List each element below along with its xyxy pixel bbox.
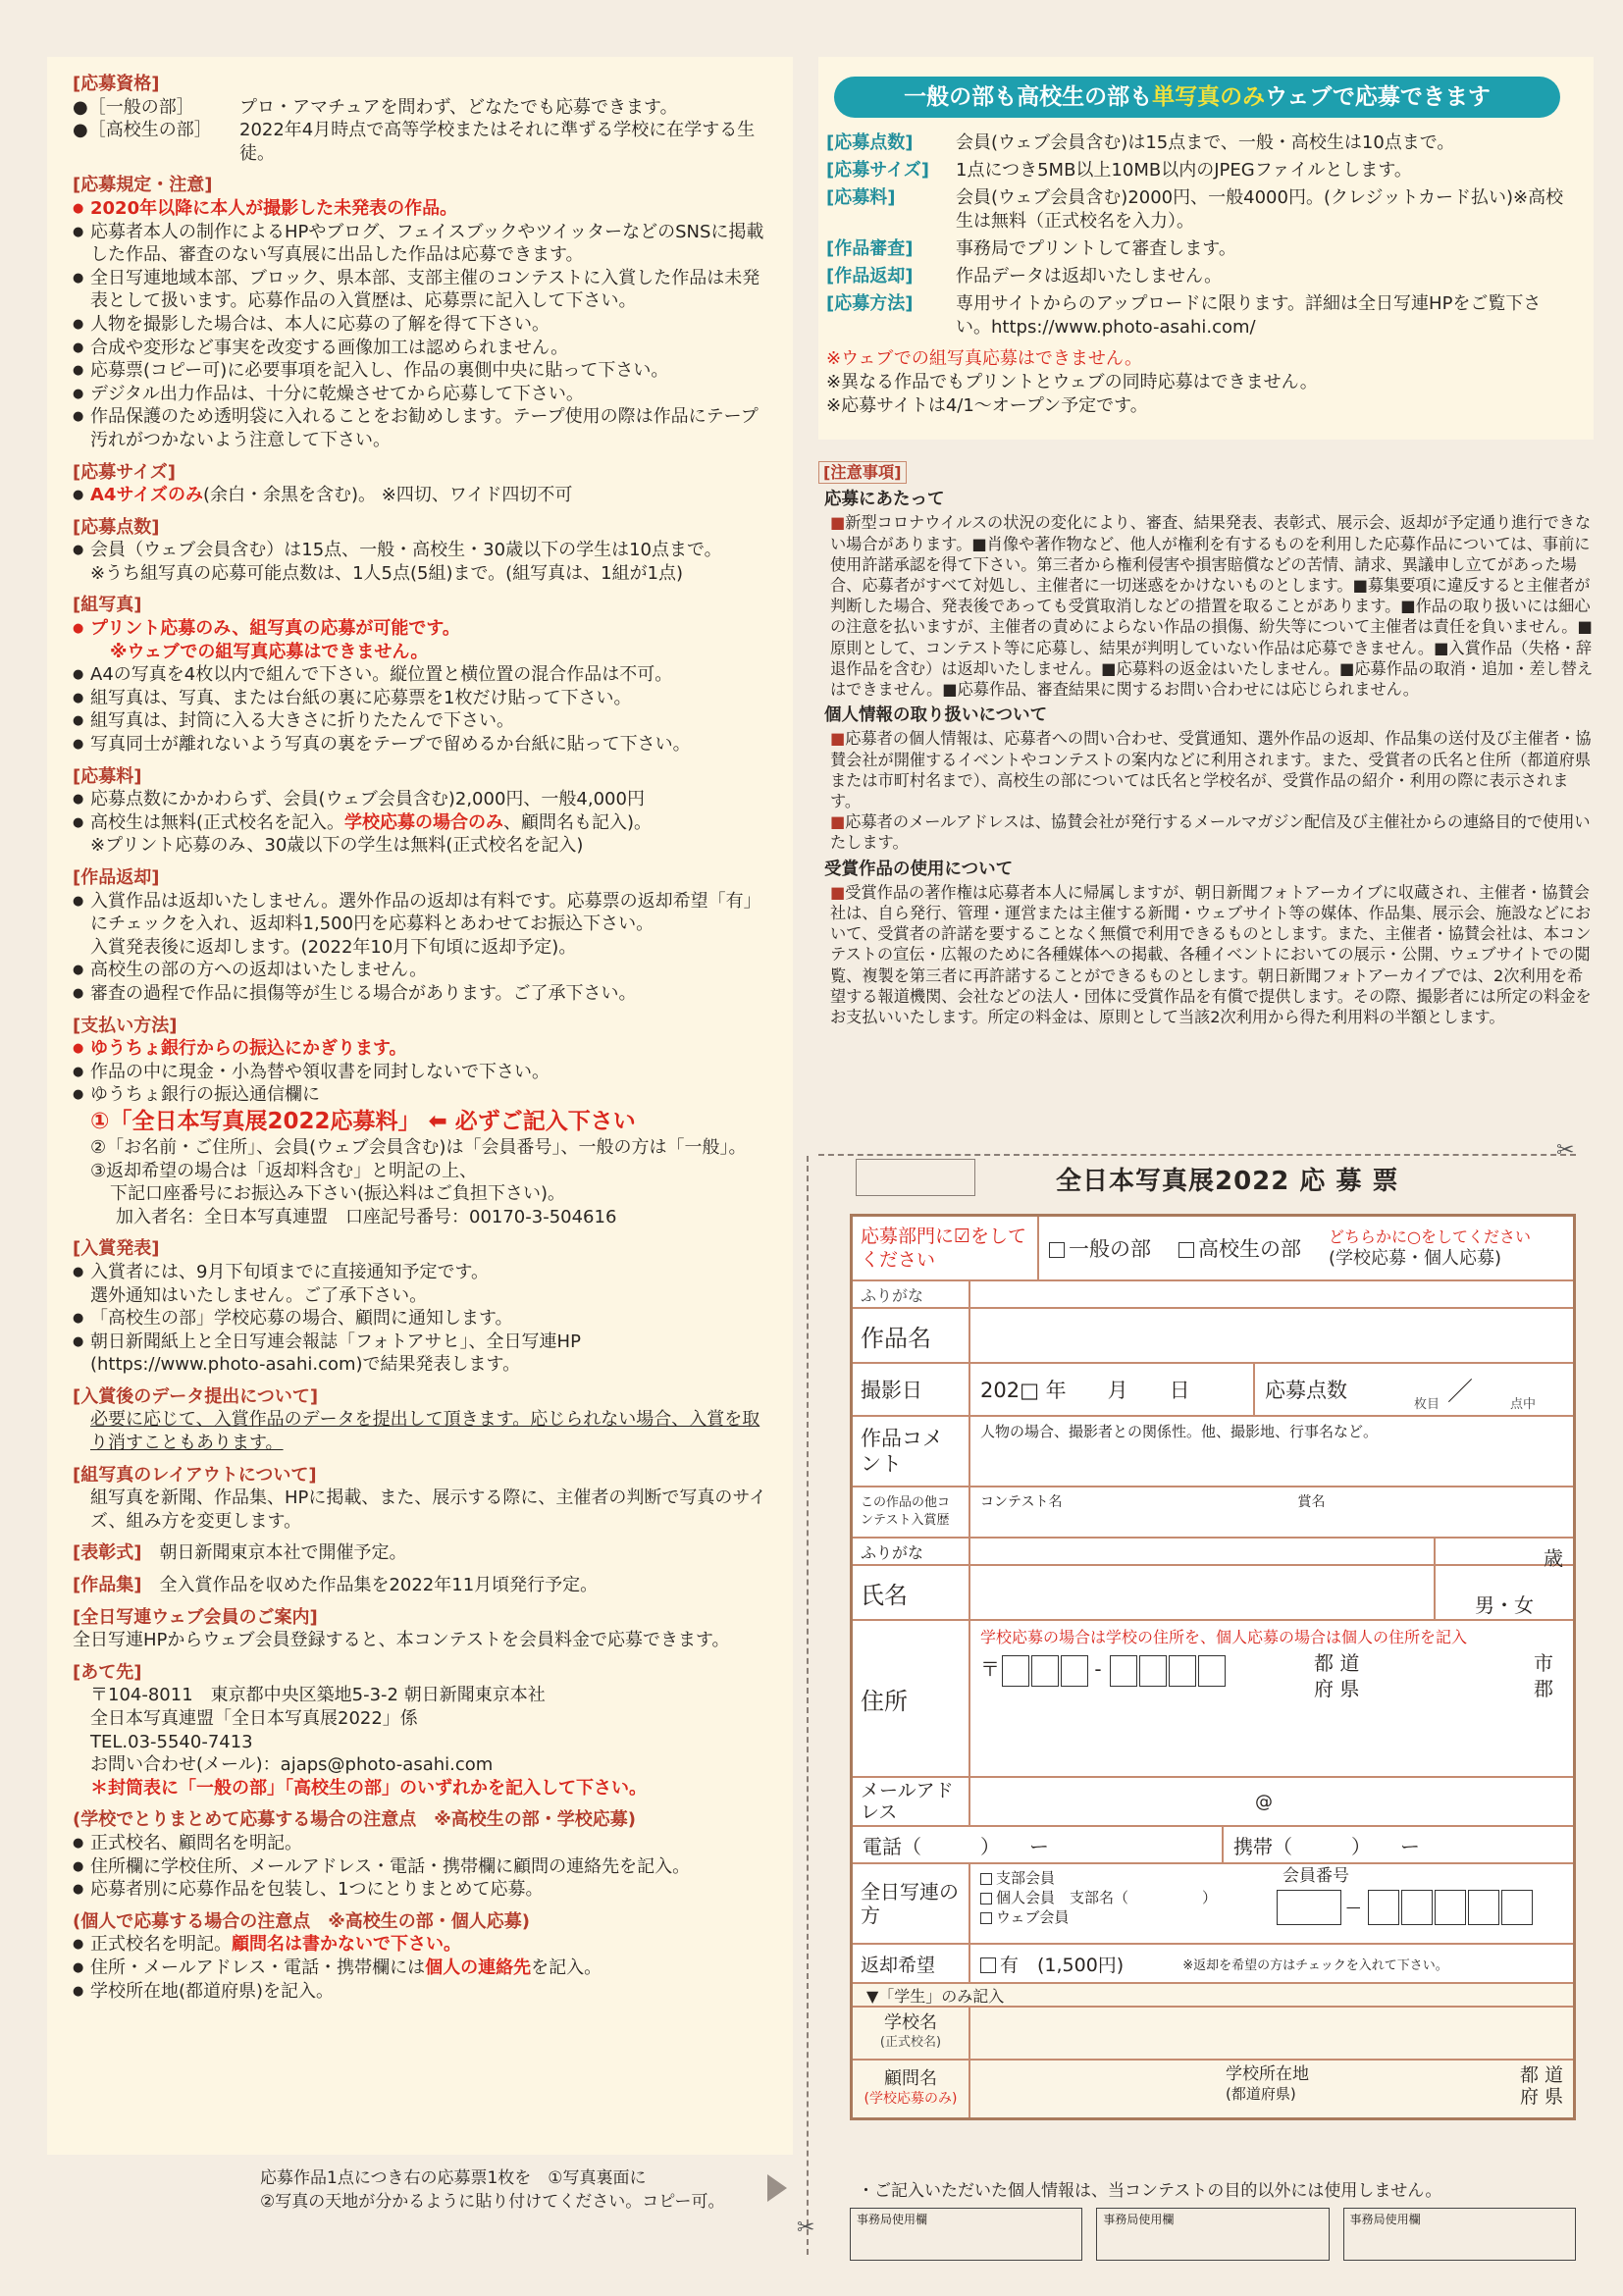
web-row: [応募料] 会員(ウェブ会員含む)2000円、一般4000円。(クレジットカード払い)※高校生は無料（正式校名を入力）。 (826, 187, 1564, 232)
data-heading: [入賞後のデータ提出について] (73, 1385, 319, 1407)
web-row: [応募方法] 専用サイトからのアップロードに限ります。詳細は全日写連HPをご覧下さい。https://www.photo-asahi.com/ (826, 293, 1542, 338)
account-info: 加入者名：全日本写真連盟 口座記号番号：00170-3-504616 (116, 1206, 617, 1227)
division-note: どちらかに○をしてください (学校応募・個人応募) (1329, 1227, 1531, 1269)
return-note: ※返却を希望の方はチェックを入れて下さい。 (1182, 1957, 1448, 1973)
rule-item: ● 2020年以降に本人が撮影した未発表の作品。 (73, 197, 769, 221)
division-label: 応募部門に☑をしてください (853, 1217, 1039, 1279)
web-note: ※異なる作品でもプリントとウェブの同時応募はできません。 (826, 372, 1318, 392)
name-row (853, 1566, 1573, 1621)
attach-instruction: 応募作品1点につき右の応募票1枚を ①写真裏面に ②写真の天地が分かるように貼り付けてください。コピー可。 (260, 2168, 725, 2212)
pay-item: ③返却希望の場合は「返却料含む」と明記の上、 (90, 1160, 478, 1181)
notice-subheading: 個人情報の取り扱いについて (824, 705, 1048, 726)
address-line: TEL.03-5540-7413 (90, 1731, 253, 1752)
address-line: 全日本写真連盟「全日本写真展2022」係 (90, 1708, 418, 1729)
web-note: ※ウェブでの組写真応募はできません。 (826, 348, 1142, 369)
email-row (853, 1778, 1573, 1827)
address-row (853, 1621, 1573, 1778)
school-location-field[interactable]: 学校所在地 (都道府県) 都 道 府 県 (1226, 2064, 1563, 2108)
guidelines-panel (47, 57, 793, 2155)
date-row (853, 1364, 1573, 1417)
contest-row (853, 1487, 1573, 1539)
web-row: [作品審査] 事務局でプリントして審査します。 (826, 238, 1236, 259)
rule-item: ● 全日写連地域本部、ブロック、県本部、支部主催のコンテストに入賞した作品は未発表として扱います。応募作品の入賞歴は、応募票に記入して下さい。 (73, 267, 769, 313)
form-title: 全日本写真展2022 応 募 票 (1056, 1167, 1399, 1196)
email-field[interactable]: @ (1255, 1792, 1273, 1812)
fee-item: ● 応募点数にかかわらず、会員(ウェブ会員含む)2,000円、一般4,000円 (73, 788, 769, 811)
receipt-number-box[interactable] (856, 1159, 975, 1196)
return-item: ● 高校生の部の方への返却はいたしません。 (73, 959, 769, 982)
phone-row (853, 1827, 1573, 1864)
advisor-field[interactable] (970, 2061, 1216, 2117)
office-use-boxes (850, 2208, 1576, 2261)
kumi-red: ● プリント応募のみ、組写真の応募が可能です。 (73, 617, 769, 641)
address-line: 〒104-8011 東京都中央区築地5-3-2 朝日新聞東京本社 (90, 1685, 546, 1706)
scissors-icon: ✂ (1556, 1138, 1575, 1163)
school-row (853, 2008, 1573, 2061)
pay-heading: [支払い方法] (73, 1015, 178, 1036)
school-heading: (学校でとりまとめて応募する場合の注意点 ※高校生の部・学校応募) (73, 1809, 636, 1831)
individual-item: ● 学校所在地(都道府県)を記入。 (73, 1980, 769, 2004)
web-row: [作品返却] 作品データは返却いたしません。 (826, 266, 1223, 287)
email-label: メールアドレス (853, 1778, 970, 1825)
kumi-item: ● A4の写真を4枚以内で組んで下さい。縦位置と横位置の混合作品は不可。 (73, 663, 769, 687)
count-heading: [応募点数] (73, 516, 160, 538)
fee-heading: [応募料] (73, 765, 142, 787)
division-high-option[interactable]: 高校生の部 (1178, 1233, 1301, 1263)
book: [作品集] 全入賞作品を収めた作品集を2022年11月頃発行予定。 (73, 1575, 599, 1596)
comment-row (853, 1417, 1573, 1487)
individual-item: ● 正式校名を明記。顧問名は書かないで下さい。 (73, 1933, 769, 1957)
notice-subheading: 応募にあたって (824, 490, 945, 510)
contest-label: この作品の他コンテスト入賞歴 (853, 1487, 970, 1537)
fee-note: ※プリント応募のみ、30歳以下の学生は無料(正式校名を記入) (90, 835, 584, 857)
pay-item: ● ゆうちょ銀行の振込通信欄に (73, 1083, 769, 1107)
office-use-box: 事務局使用欄 (1343, 2208, 1576, 2261)
ceremony: [表彰式] 朝日新聞東京本社で開催予定。 (73, 1542, 407, 1564)
kumi-heading: [組写真] (73, 595, 142, 616)
title-field[interactable] (970, 1309, 1573, 1362)
web-row: [応募サイズ] 1点につき5MB以上10MB以内のJPEGファイルとします。 (826, 160, 1412, 181)
school-item: ● 応募者別に応募作品を包装し、1つにとりまとめて応募。 (73, 1878, 769, 1902)
rule-item: ● 作品保護のため透明袋に入れることをお勧めします。テープ使用の際は作品にテープ汚れがつかないよう注意して下さい。 (73, 405, 769, 451)
kumi-item: ● 組写真は、封筒に入る大きさに折りたたんで下さい。 (73, 709, 769, 733)
school-item: ● 正式校名、顧問名を明記。 (73, 1832, 769, 1855)
address-field[interactable]: 学校応募の場合は学校の住所を、個人応募の場合は個人の住所を記入 〒 - 都 道 府 県 市 郡 (980, 1628, 1553, 1700)
title-furigana-row: ふりがな (853, 1281, 1573, 1309)
award-heading: [入賞発表] (73, 1238, 160, 1260)
contest-field[interactable]: コンテスト名 賞名 (980, 1494, 1326, 1510)
title-furigana-field[interactable] (970, 1281, 1573, 1307)
web-banner: 一般の部も高校生の部も単写真のみウェブで応募できます (834, 77, 1560, 118)
notice-heading: [注意事項] (818, 461, 907, 484)
return-row (853, 1945, 1573, 1984)
return-note: 入賞発表後に返却します。(2022年10月下旬頃に返却予定)。 (90, 936, 577, 958)
advisor-row (853, 2061, 1573, 2117)
web-entry-panel (818, 57, 1594, 440)
count-field[interactable]: 応募点数 枚目 ／ 点中 (1265, 1377, 1537, 1412)
name-label: 氏名 (853, 1566, 970, 1619)
comment-field[interactable]: 人物の場合、撮影者との関係性。他、撮影地、行事名など。 (980, 1423, 1379, 1440)
eligibility-high: ●［高校生の部］ 2022年4月時点で高等学校またはそれに準ずる学校に在学する生徒。 (73, 120, 756, 164)
name-furigana-field[interactable] (970, 1539, 1436, 1564)
office-use-box: 事務局使用欄 (850, 2208, 1082, 2261)
pay-item: ②「お名前・ご住所」、会員(ウェブ会員含む)は「会員番号」、一般の方は「一般」。 (90, 1136, 747, 1158)
advisor-label: 顧問名 (学校応募のみ) (853, 2061, 970, 2117)
address-note: ＊封筒表に「一般の部」「高校生の部」のいずれかを記入して下さい。 (90, 1777, 647, 1799)
address-heading: [あて先] (73, 1661, 142, 1683)
fee-item: ● 高校生は無料(正式校名を記入。学校応募の場合のみ、顧問名も記入)。 (73, 811, 769, 835)
rules-heading: [応募規定・注意] (73, 175, 213, 196)
return-label: 返却希望 (853, 1945, 970, 1982)
title-row (853, 1309, 1573, 1364)
date-field[interactable]: 202□ 年 月 日 (970, 1364, 1255, 1415)
pay-emphasis: ①「全日本写真展2022応募料」 ⬅ 必ずご記入下さい (90, 1108, 636, 1134)
rule-item: ● 合成や変形など事実を改変する画像加工は認められません。 (73, 337, 769, 360)
size-text: ● A4サイズのみ(余白・余黒を含む)。 ※四切、ワイド四切不可 (73, 484, 769, 507)
award-item: ● 入賞者には、9月下旬頃までに直接通知予定です。 (73, 1261, 769, 1284)
notice-text: ■応募者の個人情報は、応募者への問い合わせ、受賞通知、選外作品の返却、作品集の送付及び主催者・協賛会社が開催するイベントやコンテストの案内などに利用されます。また、受賞者の氏名と住所（都道府県または市町村名まで）、高校生の部については氏名と学校名が、受賞作品の紹介・利用の際に表示されます。 (830, 729, 1592, 811)
member-label: 全日写連の方 (853, 1864, 970, 1943)
privacy-note: ・ご記入いただいた個人情報は、当コンテストの目的以外には使用しません。 (858, 2181, 1442, 2201)
address-line: お問い合わせ(メール)：ajaps@photo-asahi.com (90, 1754, 494, 1776)
name-furigana-row: ふりがな 歳 (853, 1539, 1573, 1566)
school-field[interactable] (970, 2008, 1573, 2059)
right-arrow-icon (767, 2174, 787, 2202)
school-label: 学校名 (正式校名) (853, 2008, 970, 2059)
rule-item: ● 応募者本人の制作によるHPやブログ、フェイスブックやツイッターなどのSNSに掲載した作品、審査のない写真展に出品した作品は応募できます。 (73, 221, 769, 267)
pay-red: ● ゆうちょ銀行からの振込にかぎります。 (73, 1037, 769, 1061)
rule-item: ● デジタル出力作品は、十分に乾燥させてから応募して下さい。 (73, 383, 769, 406)
member-field[interactable]: 支部会員 個人会員 支部名（ ） ウェブ会員 会員番号 — (970, 1864, 1573, 1943)
date-label: 撮影日 (853, 1364, 970, 1415)
award-note: 選外通知はいたしません。ご了承下さい。 (90, 1284, 428, 1306)
notice-section (818, 461, 1594, 1027)
return-item: ● 入賞作品は返却いたしません。選外作品の返却は有料です。応募票の返却希望「有」にチェックを入れ、返却料1,500円を応募料とあわせてお振込下さい。 (73, 890, 769, 936)
notice-text: ■新型コロナウイルスの状況の変化により、審査、結果発表、表彰式、展示会、返却が予定通り進行できない場合があります。■肖像や著作物など、他人が権利を有するものを利用した応募作品については、事前に使用許諾承認を得て下さい。第三者から権利侵害や損害賠償などの苦情、請求、異議申し立てがあった場合、応募者がすべて対処し、主催者に一切迷惑をかけないものとします。■募集要項に違反すると主催者が判断した場合、発表後であっても受賞取消しなどの措置を取ることがあります。■作品の取り扱いには細心の注意を払いますが、主催者の責めによらない作品の損傷、紛失等について主催者は責任を負いません。■原則として、コンテスト等に応募し、結果が判明していない作品は応募できません。■入賞作品（失格・辞退作品を含む）は返却いたしません。■応募料の返金はいたしません。■応募作品の取消・追加・差し替えはできません。■応募作品、審査結果に関するお問い合わせには応じられません。 (830, 513, 1594, 700)
award-note: (https://www.photo-asahi.com)で結果発表します。 (90, 1354, 521, 1376)
size-heading: [応募サイズ] (73, 461, 177, 483)
return-checkbox[interactable]: 有 (1,500円) (980, 1951, 1124, 1977)
entry-form (850, 1143, 1576, 2148)
name-field[interactable] (970, 1566, 1436, 1619)
web-note: ※応募サイトは4/1～オープン予定です。 (826, 395, 1148, 416)
notice-text: ■応募者のメールアドレスは、協賛会社が発行するメールマガジン配信及び主催社からの連絡目的で使用いたします。 (830, 812, 1591, 853)
return-item: ● 審査の過程で作品に損傷等が生じる場合があります。ご了承下さい。 (73, 982, 769, 1006)
award-item: ● 朝日新聞紙上と全日写連会報誌「フォトアサヒ」、全日写連HP (73, 1331, 769, 1354)
sex-field[interactable]: 男・女 (1475, 1593, 1534, 1617)
kumi-item: ● 写真同士が離れないよう写真の裏をテープで留めるか台紙に貼って下さい。 (73, 733, 769, 757)
layout-text: 組写真を新聞、作品集、HPに掲載、また、展示する際に、主催者の判断で写真のサイズ、組み方を変更します。 (90, 1487, 767, 1532)
cut-line-vertical (807, 1156, 809, 2255)
layout-heading: [組写真のレイアウトについて] (73, 1464, 317, 1486)
mobile-field[interactable]: 携帯（ ） ー (1233, 1835, 1420, 1858)
eligibility-heading: [応募資格] (73, 74, 160, 94)
count-text: ● 会員（ウェブ会員含む）は15点、一般・高校生・30歳以下の学生は10点まで。 (73, 539, 769, 562)
age-field[interactable]: 歳 (1544, 1546, 1563, 1570)
individual-heading: (個人で応募する場合の注意点 ※高校生の部・個人応募) (73, 1910, 530, 1932)
rule-item: ● 応募票(コピー可)に必要事項を記入し、作品の裏側中央に貼って下さい。 (73, 359, 769, 383)
student-header: ▼「学生」のみ記入 (853, 1984, 1573, 2008)
division-general-option[interactable]: 一般の部 (1049, 1233, 1151, 1263)
pay-item: ● 作品の中に現金・小為替や領収書を同封しないで下さい。 (73, 1061, 769, 1084)
title-label: 作品名 (853, 1309, 970, 1362)
rule-item: ● 人物を撮影した場合は、本人に応募の了解を得て下さい。 (73, 313, 769, 337)
address-label: 住所 (853, 1621, 970, 1776)
eligibility-general: ●［一般の部］ プロ・アマチュアを問わず、どなたでも応募できます。 (73, 96, 678, 118)
office-use-box: 事務局使用欄 (1096, 2208, 1329, 2261)
count-note: ※うち組写真の応募可能点数は、1人5点(5組)まで。(組写真は、1組が1点) (90, 562, 684, 584)
return-heading: [作品返却] (73, 867, 160, 888)
scissors-icon: ✂ (797, 2216, 815, 2240)
notice-text: ■受賞作品の著作権は応募者本人に帰属しますが、朝日新聞フォトアーカイブに収蔵され、主催者・協賛会社は、自ら発行、管理・運営または主催する新聞・ウェブサイト等の媒体、作品集、展示会、施設などにおいて、受賞者の許諾を要することなく無償で利用できるものとします。また、主催者・協賛会社は、本コンテストの宣伝・広報のために各種媒体への掲載、各種イベントにおいての展示・公開、ウェブサイトでの閲覧、複製を第三者に再許諾することができるものとします。朝日新聞フォトアーカイブでは、2次利用を希望する報道機関、会社などの法人・団体に受賞作品を有償で提供します。その際、撮影者には所定の料金をお支払いいたします。所定の料金は、原則として当該2次利用から得た利用料の半額とします。 (830, 882, 1592, 1027)
award-item: ● 「高校生の部」学校応募の場合、顧問に通知します。 (73, 1307, 769, 1331)
kumi-item: ● 組写真は、写真、または台紙の裏に応募票を1枚だけ貼って下さい。 (73, 687, 769, 710)
division-row (853, 1217, 1573, 1281)
phone-field[interactable]: 電話（ ） ー (853, 1827, 1224, 1862)
web-member-heading: [全日写連ウェブ会員のご案内] (73, 1606, 318, 1628)
web-member-text: 全日写連HPからウェブ会員登録すると、本コンテストを会員料金で応募できます。 (73, 1630, 730, 1651)
web-row: [応募点数] 会員(ウェブ会員含む)は15点まで、一般・高校生は10点まで。 (826, 132, 1455, 153)
comment-label: 作品コメント (853, 1417, 970, 1486)
school-item: ● 住所欄に学校住所、メールアドレス・電話・携帯欄に顧問の連絡先を記入。 (73, 1855, 769, 1879)
member-row (853, 1864, 1573, 1945)
individual-item: ● 住所・メールアドレス・電話・携帯欄には個人の連絡先を記入。 (73, 1957, 769, 1980)
pay-item: 下記口座番号にお振込み下さい(振込料はご負担下さい)。 (110, 1183, 566, 1205)
kumi-red-note: ※ウェブでの組写真応募はできません。 (110, 641, 429, 662)
data-text: 必要に応じて、入賞作品のデータを提出して頂きます。応じられない場合、入賞を取り消すこともあります。 (90, 1409, 760, 1454)
notice-subheading: 受賞作品の使用について (824, 859, 1014, 879)
